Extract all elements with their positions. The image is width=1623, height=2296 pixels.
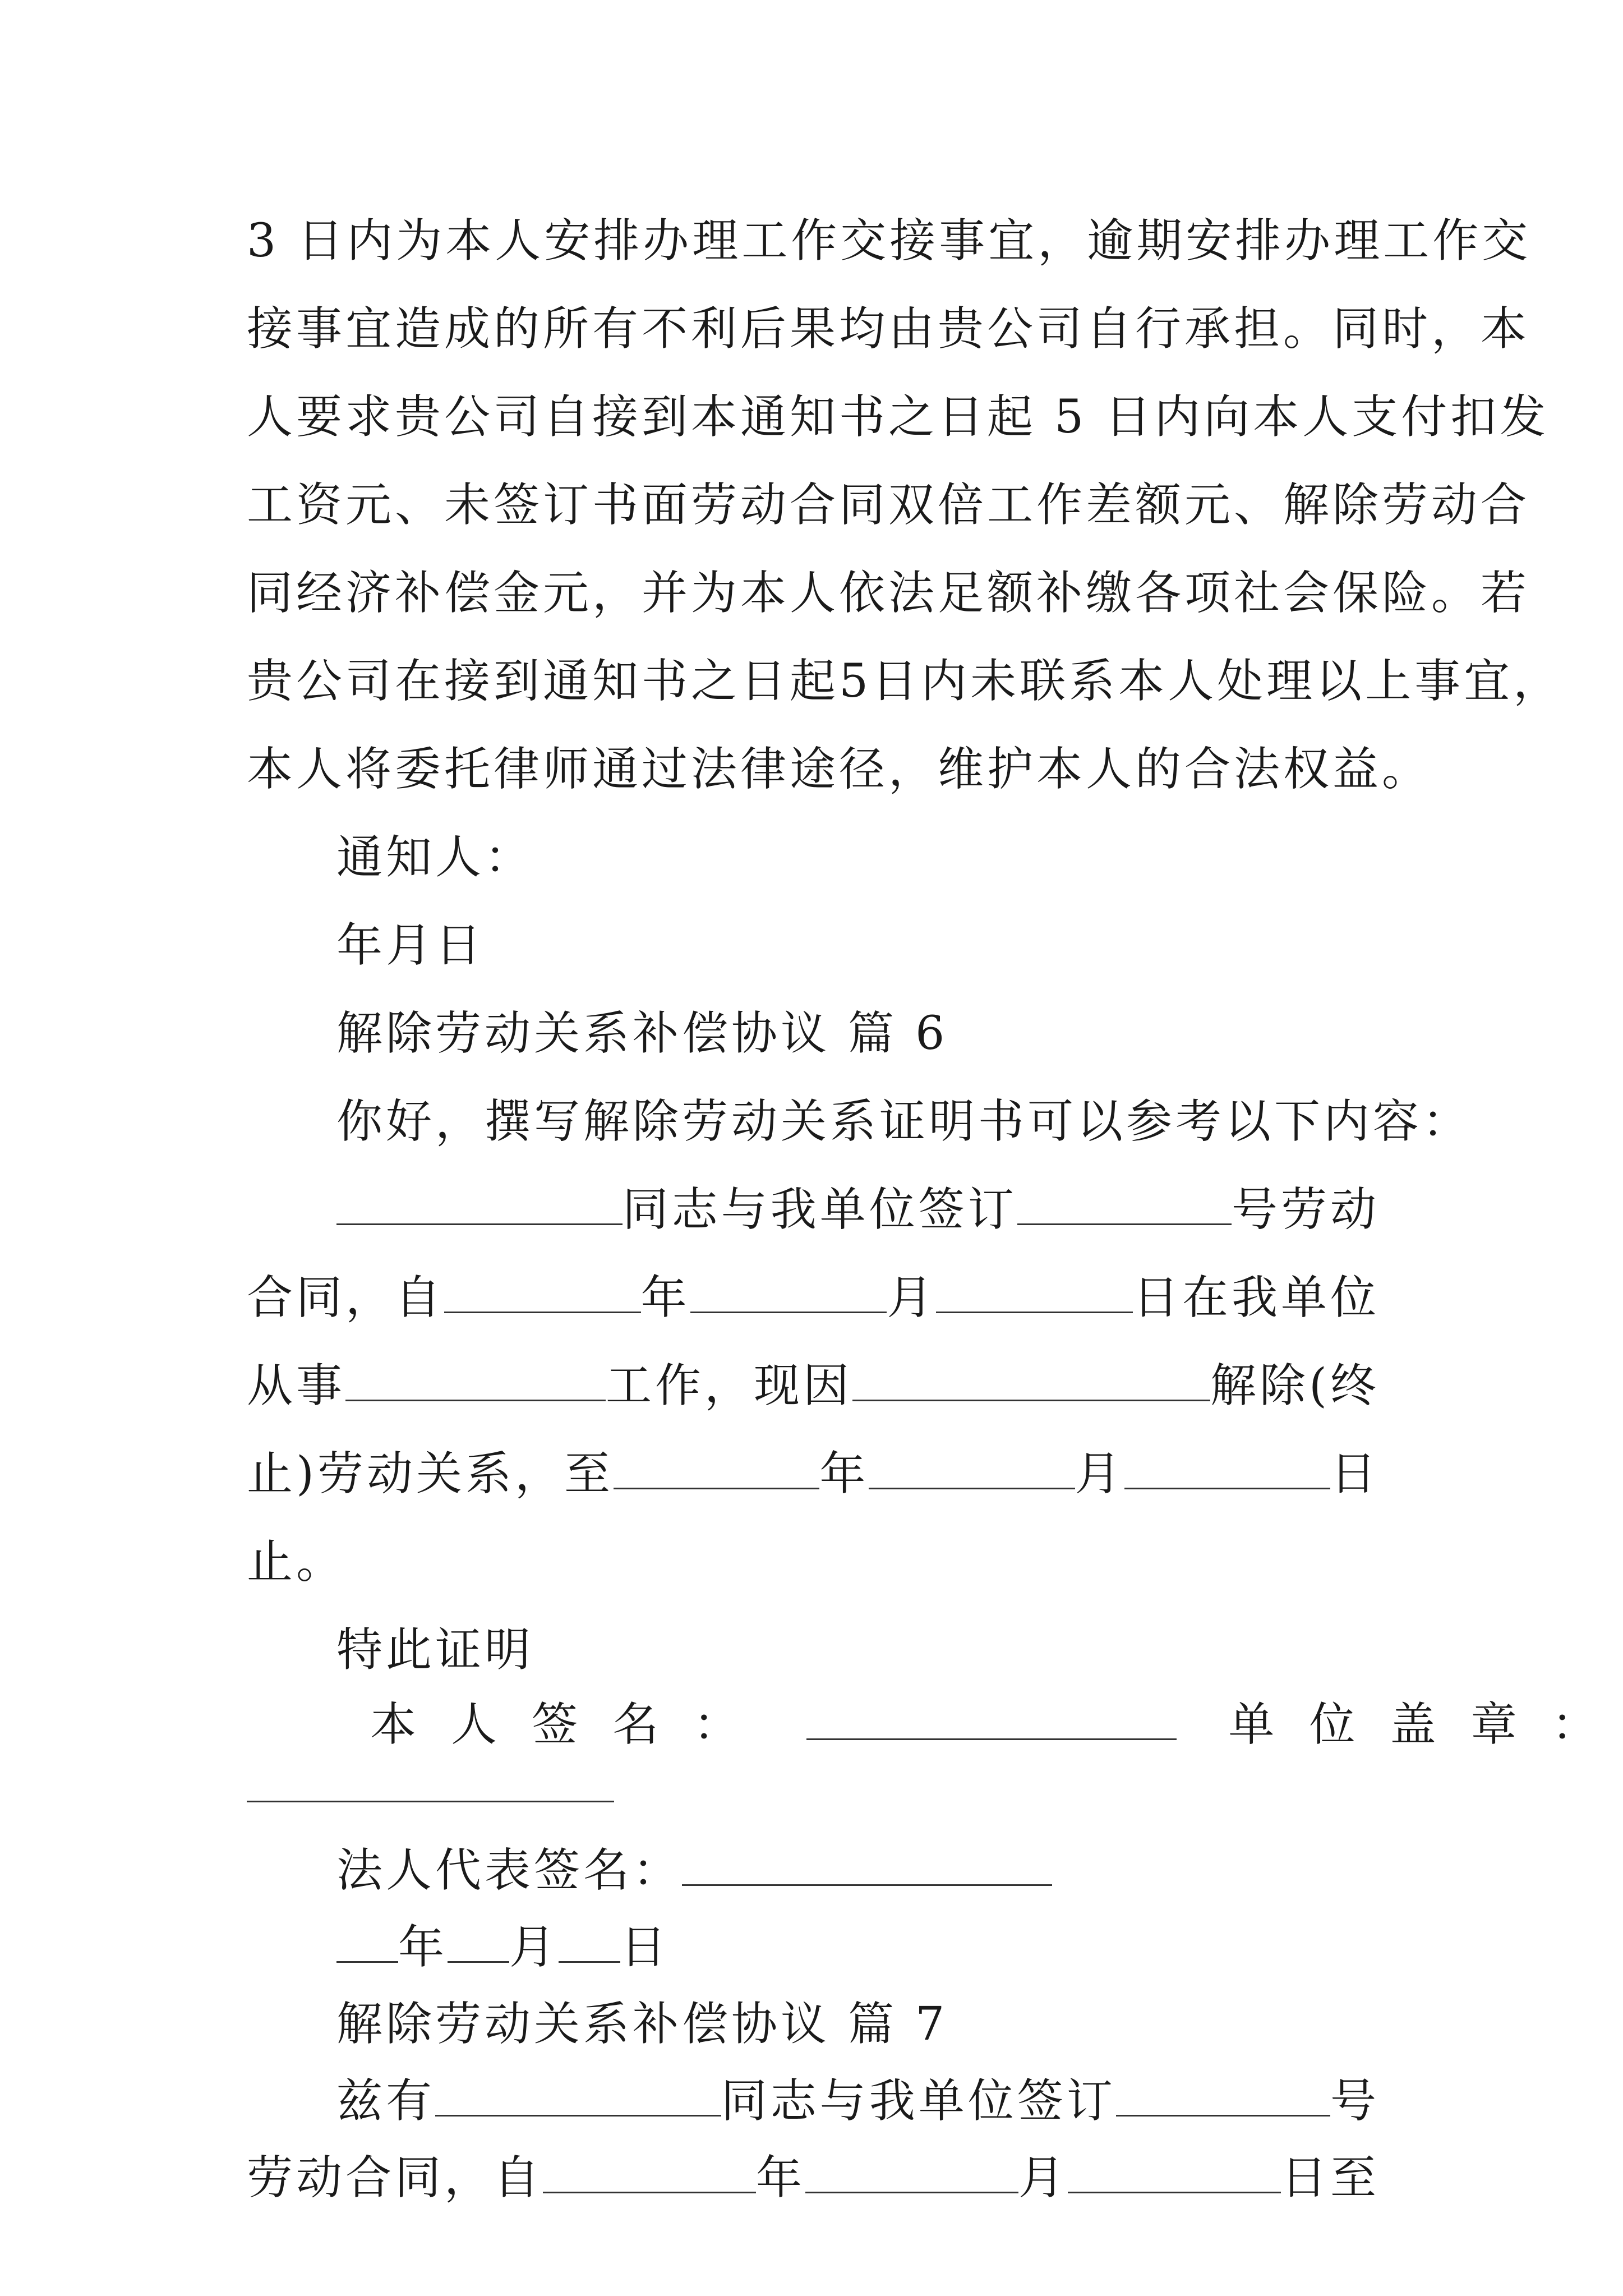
fill-blank[interactable] (869, 1448, 1075, 1489)
year-label: 年 (398, 1921, 448, 1974)
form-text: 年 (756, 2151, 806, 2205)
day-label: 日 (620, 1921, 670, 1974)
form-text: 劳动合同，自 (247, 2151, 543, 2205)
notifier-label: 通知人： (336, 831, 534, 884)
fill-blank[interactable] (1124, 1448, 1330, 1489)
legal-rep-blank[interactable] (682, 1845, 1052, 1886)
form-text: 工作，现因 (606, 1359, 853, 1412)
self-signature-blank[interactable] (806, 1699, 1177, 1740)
form-text: 日至 (1281, 2151, 1380, 2205)
legal-rep-label: 法人代表签名： (336, 1844, 683, 1897)
form-text: 合同，自 (247, 1271, 445, 1324)
fill-blank[interactable] (1116, 2076, 1330, 2116)
fill-blank[interactable] (936, 1272, 1133, 1313)
form-line-end: 止。 (247, 1535, 346, 1589)
paragraph-line: 本人将委托律师通过法律途径，维护本人的合法权益。 (247, 743, 1432, 796)
fill-blank[interactable] (543, 2152, 756, 2193)
paragraph-line: 接事宜造成的所有不利后果均由贵公司自行承担。同时，本 (247, 302, 1530, 356)
form-text: 日在我单位 (1132, 1271, 1380, 1324)
self-signature-label: 本 人 签 名 ： (370, 1698, 750, 1751)
legal-rep-row (336, 1840, 1380, 1902)
form-line (336, 1179, 1380, 1241)
signature-row (370, 1694, 1608, 1756)
fill-blank[interactable] (1068, 2152, 1281, 2193)
form-text: 月 (1075, 1447, 1124, 1501)
fill-blank[interactable] (444, 1272, 641, 1313)
form-text: 号 (1330, 2074, 1380, 2128)
form-text: 解除(终 (1210, 1359, 1380, 1412)
form-text: 止)劳动关系，至 (247, 1447, 614, 1501)
fill-blank[interactable] (690, 1272, 887, 1313)
form-text: 同志与我单位签订 (721, 2074, 1116, 2128)
text-line: 3 日内为本人安排办理工作交接事宜，逾期安排办理工作交 (247, 214, 1532, 268)
certify-text: 特此证明 (336, 1623, 534, 1677)
form-text: 年 (640, 1271, 690, 1324)
seal-label: 单 位 盖 章 ： (1228, 1698, 1608, 1751)
form-text: 从事 (247, 1359, 346, 1412)
day-blank[interactable] (559, 1922, 620, 1963)
fill-blank[interactable] (336, 1184, 623, 1225)
form-line (247, 1355, 1380, 1417)
form-text: 月 (887, 1271, 937, 1324)
fill-blank[interactable] (614, 1448, 819, 1489)
paragraph-line: 同经济补偿金元，并为本人依法足额补缴各项社会保险。若 (247, 567, 1530, 620)
seal-blank[interactable] (247, 1801, 614, 1802)
form-line (247, 1443, 1380, 1505)
section-heading: 解除劳动关系补偿协议 篇 7 (336, 1998, 948, 2051)
section-heading: 解除劳动关系补偿协议 篇 6 (336, 1007, 948, 1060)
paragraph-line: 人要求贵公司自接到本通知书之日起 5 日内向本人支付扣发 (247, 390, 1550, 444)
month-blank[interactable] (448, 1922, 509, 1963)
date-label: 年月日 (336, 919, 485, 972)
paragraph-line: 贵公司在接到通知书之日起5日内未联系本人处理以上事宜， (247, 655, 1563, 708)
month-label: 月 (509, 1921, 559, 1974)
year-blank[interactable] (336, 1922, 398, 1963)
fill-blank[interactable] (805, 2152, 1018, 2193)
form-text: 兹有 (336, 2074, 436, 2128)
form-text: 日 (1330, 1447, 1380, 1501)
form-line (247, 1267, 1380, 1329)
form-text: 年 (819, 1447, 869, 1501)
fill-blank[interactable] (345, 1360, 606, 1401)
form-text: 月 (1018, 2151, 1068, 2205)
intro-text: 你好，撰写解除劳动关系证明书可以参考以下内容： (336, 1095, 1472, 1148)
form-text: 同志与我单位签订 (622, 1183, 1017, 1236)
paragraph-line: 工资元、未签订书面劳动合同双倍工作差额元、解除劳动合 (247, 478, 1530, 532)
paragraph-line (247, 210, 1532, 272)
form-line (336, 2070, 1380, 2132)
form-text: 号劳动 (1231, 1183, 1380, 1236)
date-row (336, 1917, 1380, 1978)
fill-blank[interactable] (1017, 1184, 1232, 1225)
form-line (247, 2147, 1380, 2209)
fill-blank[interactable] (435, 2076, 721, 2116)
fill-blank[interactable] (852, 1360, 1210, 1401)
